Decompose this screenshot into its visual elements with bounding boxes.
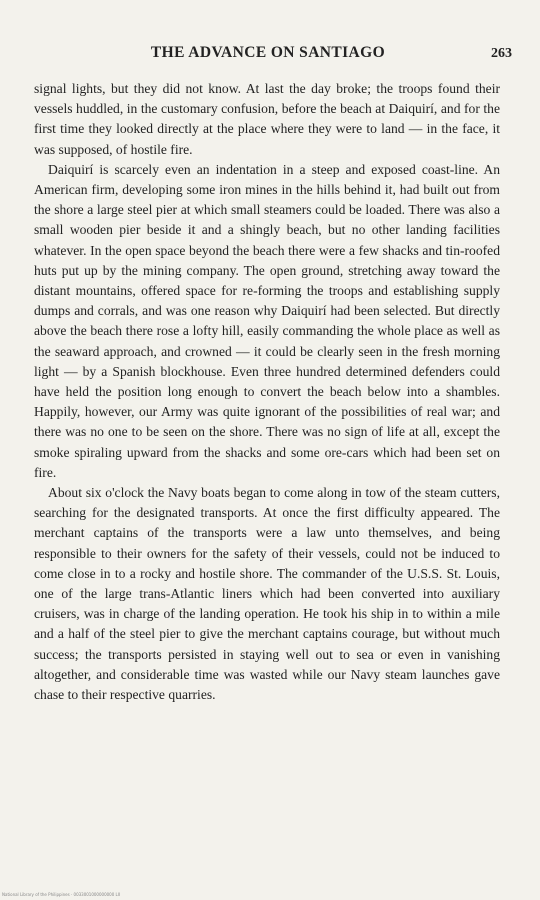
scan-footer-note: National Library of the Philippines · 0033001000000000 LII [2,892,121,897]
running-title: THE ADVANCE ON SANTIAGO [150,44,386,61]
page-number: 263 [491,46,512,61]
page-header [24,44,512,66]
paragraph-continued: signal lights, but they did not know. At last the day broke; the troops found their vessels huddled, in the customary confusion, before the beach at Daiquirí, and for the first time they looked directly at the place where they were to land — in the face, it was supposed, of hostile fire. [34,81,500,157]
paragraph-navy-boats: About six o'clock the Navy boats began to come along in tow of the steam cutters, searching for the designated transports. At once the first difficulty appeared. The merchant captains of the transports were a law unto themselves, and being responsible to their owners for the safety of their vessels, could not be induced to come close in to a rocky and hostile shore. The commander of the U.S.S. St. Louis, one of the large trans-Atlantic liners which had been converted into auxiliary cruisers, was in charge of the landing operation. He took his ship in to within a mile and a half of the steel pier to give the merchant captains courage, but without much success; the transports persisted in staying well out to sea or even in vanishing altogether, and considerable time was wasted while our Navy steam launches gave chase to their respective quarries. [34,485,500,703]
paragraph-daiquiri: Daiquirí is scarcely even an indentation in a steep and exposed coast-line. An American firm, developing some iron mines in the hills behind it, had built out from the shore a large steel pier at which small steamers could be loaded. There was also a small wooden pier beside it and a shingly beach, but no other landing facilities whatever. In the open space beyond the beach there were a few shacks and tin-roofed huts put up by the mining company. The open ground, stretching away toward the distant mountains, offered space for re-forming the troops and establishing supply dumps and corrals, and was one reason why Daiquirí had been selected. But directly above the beach there rose a lofty hill, easily commanding the whole place as well as the seaward approach, and crowned — it could be clearly seen in the fresh morning light — by a Spanish blockhouse. Even three hundred determined defenders could have held the position long enough to convert the beach below into a shambles. Happily, however, our Army was quite ignorant of the possibilities of real war; and there was no one to be seen on the shore. There was no sign of life at all, except the smoke spiraling upward from the shacks and some ore-cars which had been set on fire. [34,161,500,480]
body-text [34,79,500,705]
